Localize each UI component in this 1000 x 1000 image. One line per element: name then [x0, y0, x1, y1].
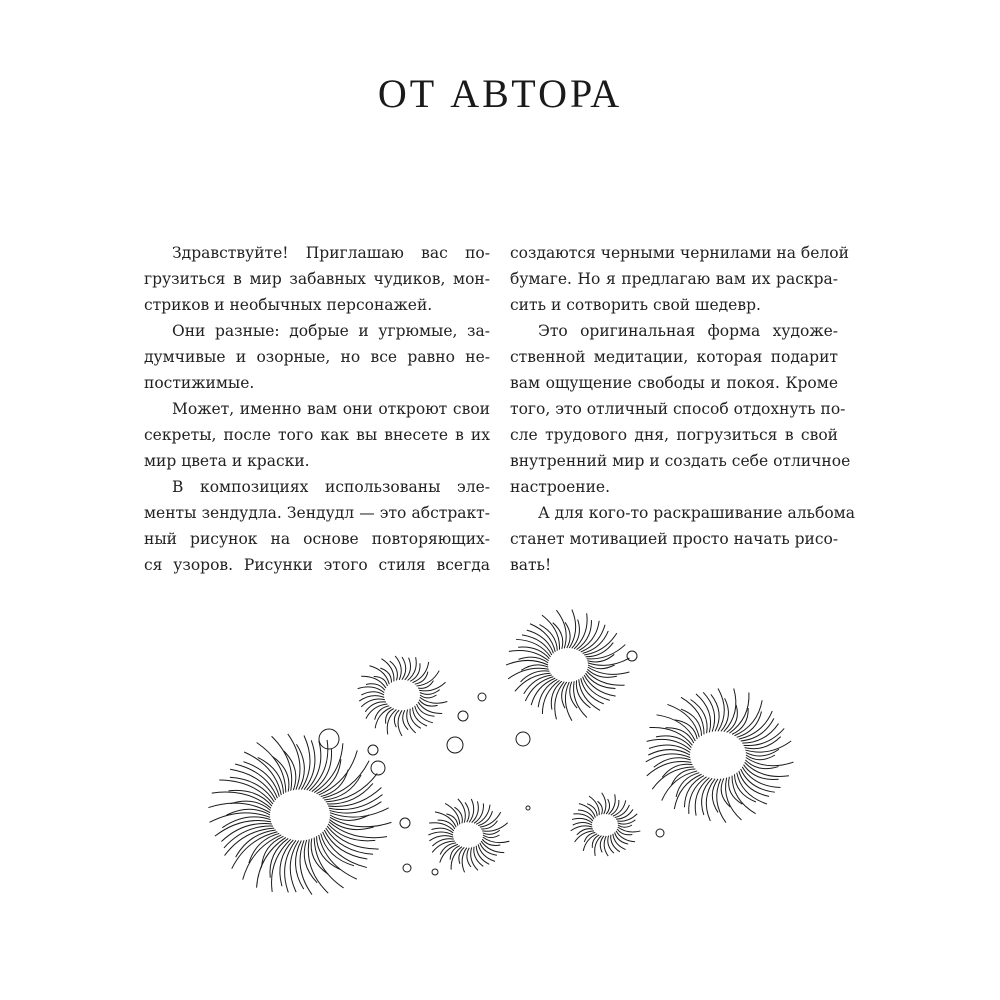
text-line: создаются черными чернилами на белой — [510, 244, 849, 262]
urchin-doodle — [506, 610, 629, 721]
text-line: стриков и необычных персонажей. — [144, 296, 433, 314]
urchin-doodle — [208, 734, 391, 895]
text-line: ственной медитации, которая подарит — [510, 348, 838, 366]
text-line: Это оригинальная форма художе- — [538, 322, 838, 340]
text-line: бумаге. Но я предлагаю вам их раскра- — [510, 270, 838, 288]
text-line: грузиться в мир забавных чудиков, мон- — [144, 270, 490, 288]
urchin-doodle — [571, 793, 641, 856]
bubble-doodle — [400, 818, 410, 828]
urchin-doodle — [646, 688, 794, 822]
text-line: ся узоров. Рисунки этого стиля всегда — [144, 556, 490, 574]
text-line: мир цвета и краски. — [144, 452, 310, 470]
bubble-doodle — [458, 711, 468, 721]
text-line: постижимые. — [144, 374, 255, 392]
text-line: Они разные: добрые и угрюмые, за- — [172, 322, 490, 340]
text-line: внутренний мир и создать себе отличное — [510, 452, 851, 470]
text-line: того, это отличный способ отдохнуть по- — [510, 400, 846, 418]
bubble-doodle — [526, 806, 530, 810]
urchin-doodle — [428, 799, 509, 872]
text-line: сить и сотворить свой шедевр. — [510, 296, 761, 314]
bubble-doodle — [368, 745, 378, 755]
bubble-doodle — [478, 693, 486, 701]
bubble-doodle — [516, 732, 530, 746]
bubble-doodle — [319, 729, 339, 749]
bubble-doodle — [656, 829, 664, 837]
text-line: вать! — [510, 556, 552, 574]
text-line: думчивые и озорные, но все равно не- — [144, 348, 490, 366]
bubble-doodle — [371, 761, 385, 775]
page-title: ОТ АВТОРА — [377, 71, 623, 116]
text-line: ный рисунок на основе повторяющих- — [144, 530, 490, 548]
text-line: менты зендудла. Зендудл — это абстракт- — [144, 504, 490, 522]
text-line: Может, именно вам они откроют свои — [172, 400, 490, 418]
bubble-doodle — [447, 737, 463, 753]
text-line: станет мотивацией просто начать рисо- — [510, 530, 839, 548]
bubble-doodle — [432, 869, 438, 875]
text-line: секреты, после того как вы внесете в их — [144, 426, 490, 444]
text-line: Здравствуйте! Приглашаю вас по- — [172, 244, 490, 262]
text-line: В композициях использованы эле- — [172, 478, 490, 496]
bubble-doodle — [627, 651, 637, 661]
text-line: А для кого-то раскрашивание альбома — [538, 504, 855, 522]
text-line: сле трудового дня, погрузиться в свой — [510, 426, 838, 444]
text-line: настроение. — [510, 478, 611, 496]
bubble-doodle — [403, 864, 411, 872]
urchin-doodle — [358, 656, 448, 736]
text-line: вам ощущение свободы и покоя. Кроме — [510, 374, 838, 392]
